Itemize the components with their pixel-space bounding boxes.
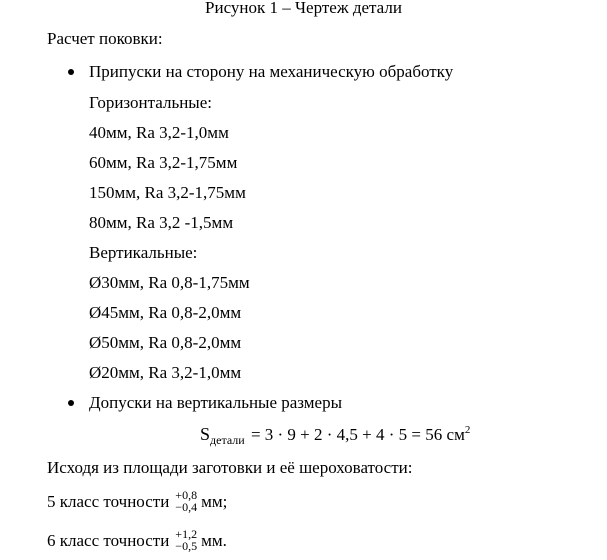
class-5-upper: +0,8 xyxy=(175,488,198,502)
accuracy-class-5-line xyxy=(47,488,228,515)
vertical-item: Ø30мм, Ra 0,8-1,75мм xyxy=(89,273,250,292)
figure-caption: Рисунок 1 – Чертеж детали xyxy=(205,0,402,17)
class-5-unit: мм; xyxy=(201,491,228,511)
bullet-icon xyxy=(68,400,74,406)
formula-symbol: S xyxy=(200,424,211,444)
class-6-lower: −0,5 xyxy=(175,539,198,553)
class-6-label: 6 класс точности xyxy=(47,530,170,550)
class-6-upper: +1,2 xyxy=(175,527,198,541)
area-formula xyxy=(200,423,470,448)
horizontal-item: 40мм, Ra 3,2-1,0мм xyxy=(89,123,229,142)
horizontal-item: 150мм, Ra 3,2-1,75мм xyxy=(89,183,246,202)
horizontal-item: 60мм, Ra 3,2-1,75мм xyxy=(89,153,238,172)
bullet-tolerances-text: Допуски на вертикальные размеры xyxy=(89,393,343,412)
vertical-label: Вертикальные: xyxy=(89,243,198,262)
accuracy-class-6-line xyxy=(47,527,227,554)
section-title: Расчет поковки: xyxy=(47,29,163,48)
vertical-item: Ø45мм, Ra 0,8-2,0мм xyxy=(89,303,242,322)
class-5-tolerance xyxy=(175,489,197,513)
class-6-unit: мм. xyxy=(201,530,227,550)
class-5-lower: −0,4 xyxy=(175,500,198,514)
bullet-allowances-text: Припуски на сторону на механическую обработку xyxy=(89,62,454,81)
formula-subscript: детали xyxy=(210,433,245,447)
area-roughness-text: Исходя из площади заготовки и её шероховатости: xyxy=(47,458,413,477)
bullet-icon xyxy=(68,69,74,75)
vertical-item: Ø20мм, Ra 3,2-1,0мм xyxy=(89,363,242,382)
formula-superscript: 2 xyxy=(464,424,471,436)
horizontal-item: 80мм, Ra 3,2 -1,5мм xyxy=(89,213,234,232)
formula-body: = 3 · 9 + 2 · 4,5 + 4 · 5 = 56 см xyxy=(250,425,465,444)
class-6-tolerance xyxy=(175,528,197,552)
horizontal-label: Горизонтальные: xyxy=(89,93,213,112)
vertical-item: Ø50мм, Ra 0,8-2,0мм xyxy=(89,333,242,352)
class-5-label: 5 класс точности xyxy=(47,491,170,511)
